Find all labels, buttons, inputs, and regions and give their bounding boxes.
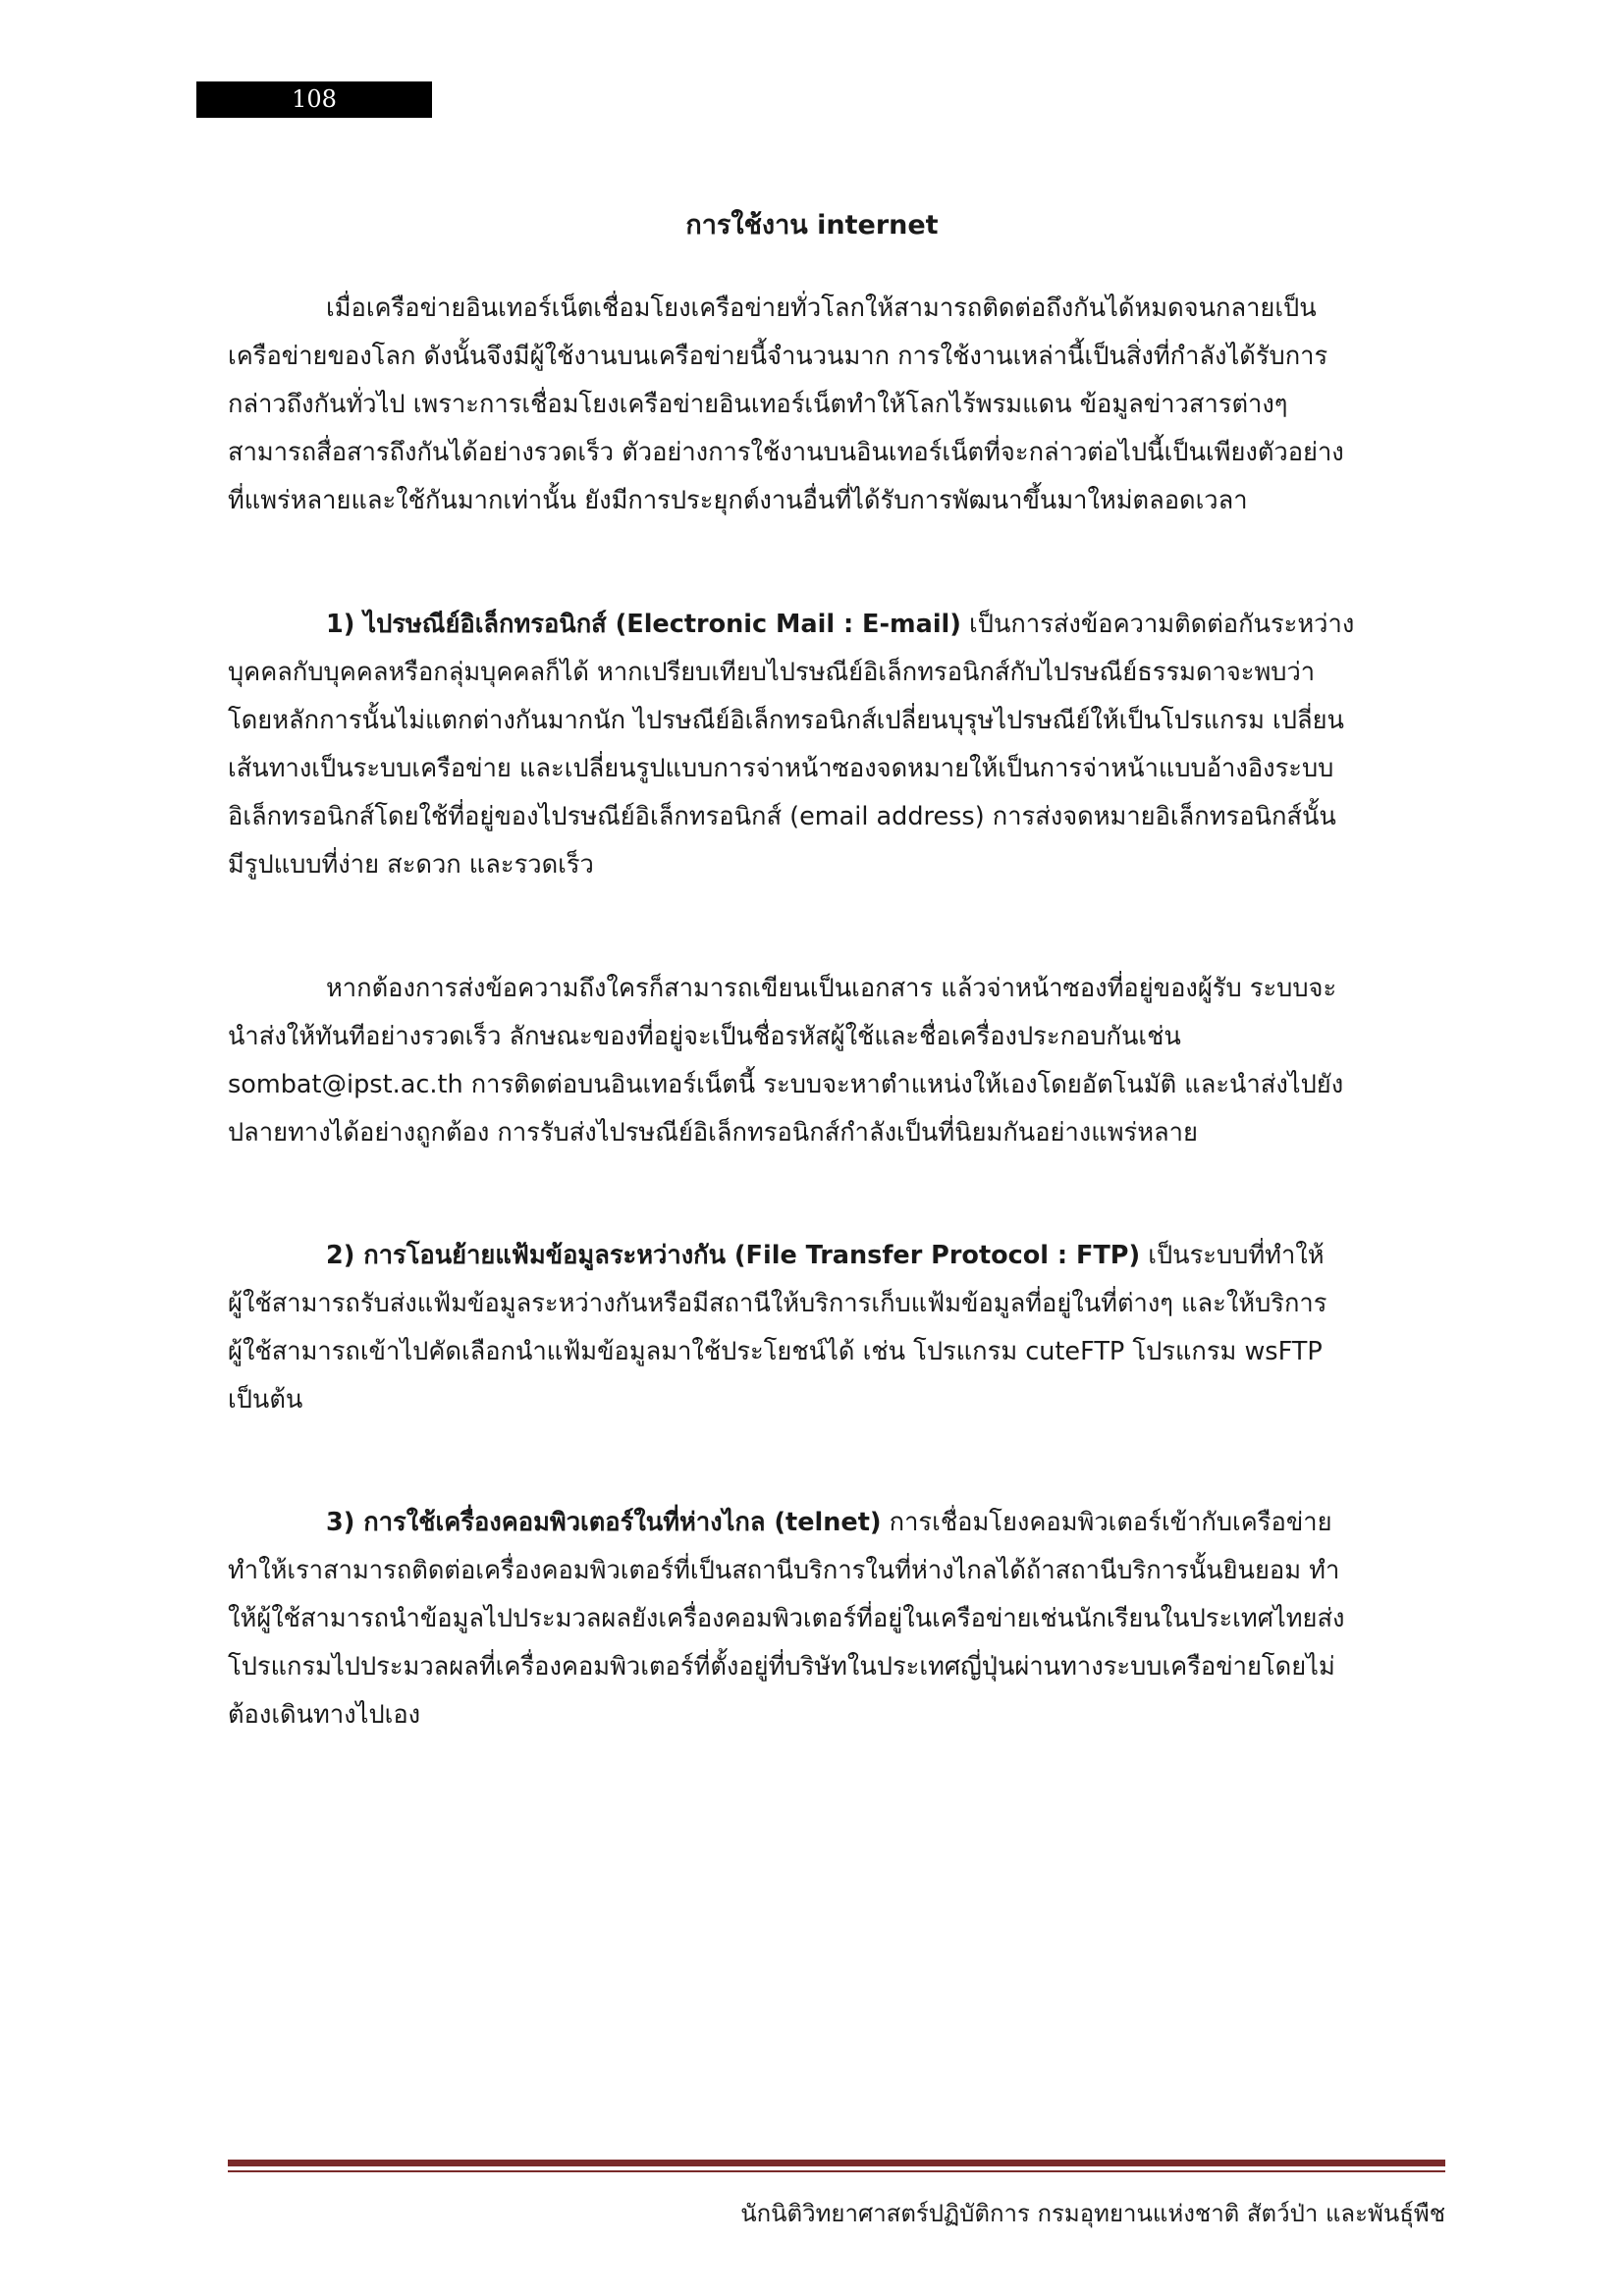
email-detail-paragraph	[228, 965, 1445, 1157]
text-line	[228, 601, 1445, 649]
text-line: เมื่อเครือข่ายอินเทอร์เน็ตเชื่อมโยงเครือข่ายทั่วโลกให้สามารถติดต่อถึงกันได้หมดจนกลายเป็น	[326, 294, 1317, 323]
intro-paragraph	[228, 285, 1445, 525]
ftp-section	[228, 1232, 1445, 1424]
text-run: เป็นระบบที่ทำให้	[1140, 1241, 1325, 1270]
text-line: เป็นต้น	[228, 1385, 303, 1415]
text-line: เครือข่ายของโลก ดังนั้นจึงมีผู้ใช้งานบนเครือข่ายนี้จำนวนมาก การใช้งานเหล่านี้เป็นสิ่งที่กำลังได้รับการ	[228, 342, 1328, 371]
telnet-section	[228, 1499, 1445, 1739]
text-line: บุคคลกับบุคคลหรือกลุ่มบุคคลก็ได้ หากเปรียบเทียบไปรษณีย์อิเล็กทรอนิกส์กับไปรษณีย์ธรรมดาจะพบว่า	[228, 658, 1316, 687]
text-run: การเชื่อมโยงคอมพิวเตอร์เข้ากับเครือข่าย	[881, 1508, 1332, 1537]
text-line: สามารถสื่อสารถึงกันได้อย่างรวดเร็ว ตัวอย่างการใช้งานบนอินเทอร์เน็ตที่จะกล่าวต่อไปนี้เป็นเพียงตัวอย่าง	[228, 438, 1344, 467]
text-line: นำส่งให้ทันทีอย่างรวดเร็ว ลักษณะของที่อยู่จะเป็นชื่อรหัสผู้ใช้และชื่อเครื่องประกอบกันเช่น	[228, 1022, 1181, 1051]
text-line: ผู้ใช้สามารถรับส่งแฟ้มข้อมูลระหว่างกันหรือมีสถานีให้บริการเก็บแฟ้มข้อมูลที่อยู่ในที่ต่างๆ และให้บริการ	[228, 1289, 1327, 1318]
text-run: เป็นการส่งข้อความติดต่อกันระหว่าง	[960, 610, 1355, 639]
text-line: ผู้ใช้สามารถเข้าไปคัดเลือกนำแฟ้มข้อมูลมาใช้ประโยชน์ได้ เช่น โปรแกรม cuteFTP โปรแกรม wsFTP	[228, 1337, 1323, 1366]
text-line: มีรูปแบบที่ง่าย สะดวก และรวดเร็ว	[228, 850, 594, 880]
text-line: โดยหลักการนั้นไม่แตกต่างกันมากนัก ไปรษณีย์อิเล็กทรอนิกส์เปลี่ยนบุรุษไปรษณีย์ให้เป็นโปรแกรม เปลี่ยน	[228, 706, 1344, 735]
text-line: ที่แพร่หลายและใช้กันมากเท่านั้น ยังมีการประยุกต์งานอื่นที่ได้รับการพัฒนาขึ้นมาใหม่ตลอดเวลา	[228, 486, 1248, 515]
footer-divider-thin	[228, 2170, 1445, 2172]
text-line: หากต้องการส่งข้อความถึงใครก็สามารถเขียนเป็นเอกสาร แล้วจ่าหน้าซองที่อยู่ของผู้รับ ระบบจะ	[326, 974, 1337, 1003]
text-line: ต้องเดินทางไปเอง	[228, 1700, 421, 1730]
email-section	[228, 601, 1445, 889]
text-line: กล่าวถึงกันทั่วไป เพราะการเชื่อมโยงเครือข่ายอินเทอร์เน็ตทำให้โลกไร้พรมแดน ข้อมูลข่าวสารต่างๆ	[228, 390, 1288, 419]
text-line: ทำให้เราสามารถติดต่อเครื่องคอมพิวเตอร์ที่เป็นสถานีบริการในที่ห่างไกลได้ถ้าสถานีบริการนั้นยินยอม ทำ	[228, 1556, 1340, 1585]
text-line: เส้นทางเป็นระบบเครือข่าย และเปลี่ยนรูปแบบการจ่าหน้าซองจดหมายให้เป็นการจ่าหน้าแบบอ้างอิงระบบ	[228, 754, 1334, 783]
section-heading: 3) การใช้เครื่องคอมพิวเตอร์ในที่ห่างไกล (telnet)	[326, 1508, 882, 1537]
text-line: ให้ผู้ใช้สามารถนำข้อมูลไปประมวลผลยังเครื่องคอมพิวเตอร์ที่อยู่ในเครือข่ายเช่นนักเรียนในประเทศไทยส่ง	[228, 1604, 1345, 1633]
section-heading: 1) ไปรษณีย์อิเล็กทรอนิกส์ (Electronic Mail : E-mail)	[326, 610, 961, 639]
footer-divider	[228, 2160, 1445, 2166]
text-line: อิเล็กทรอนิกส์โดยใช้ที่อยู่ของไปรษณีย์อิเล็กทรอนิกส์ (email address) การส่งจดหมายอิเล็กทรอนิกส์นั้น	[228, 802, 1336, 831]
page-title: การใช้งาน internet	[685, 210, 939, 240]
text-line	[228, 1499, 1445, 1547]
page-number: 108	[196, 81, 432, 118]
text-line: sombat@ipst.ac.th การติดต่อบนอินเทอร์เน็ตนี้ ระบบจะหาตำแหน่งให้เองโดยอัตโนมัติ และนำส่งไปยัง	[228, 1070, 1344, 1099]
text-line	[228, 1232, 1445, 1280]
text-line: ปลายทางได้อย่างถูกต้อง การรับส่งไปรษณีย์อิเล็กทรอนิกส์กำลังเป็นที่นิยมกันอย่างแพร่หลาย	[228, 1118, 1198, 1148]
text-line: โปรแกรมไปประมวลผลที่เครื่องคอมพิวเตอร์ที่ตั้งอยู่ที่บริษัทในประเทศญี่ปุ่นผ่านทางระบบเครือข่ายโดยไม่	[228, 1652, 1335, 1682]
section-heading: 2) การโอนย้ายแฟ้มข้อมูลระหว่างกัน (File Transfer Protocol : FTP)	[326, 1241, 1141, 1270]
footer-text: นักนิติวิทยาศาสตร์ปฏิบัติการ กรมอุทยานแห่งชาติ สัตว์ป่า และพันธุ์พืช	[740, 2200, 1445, 2227]
